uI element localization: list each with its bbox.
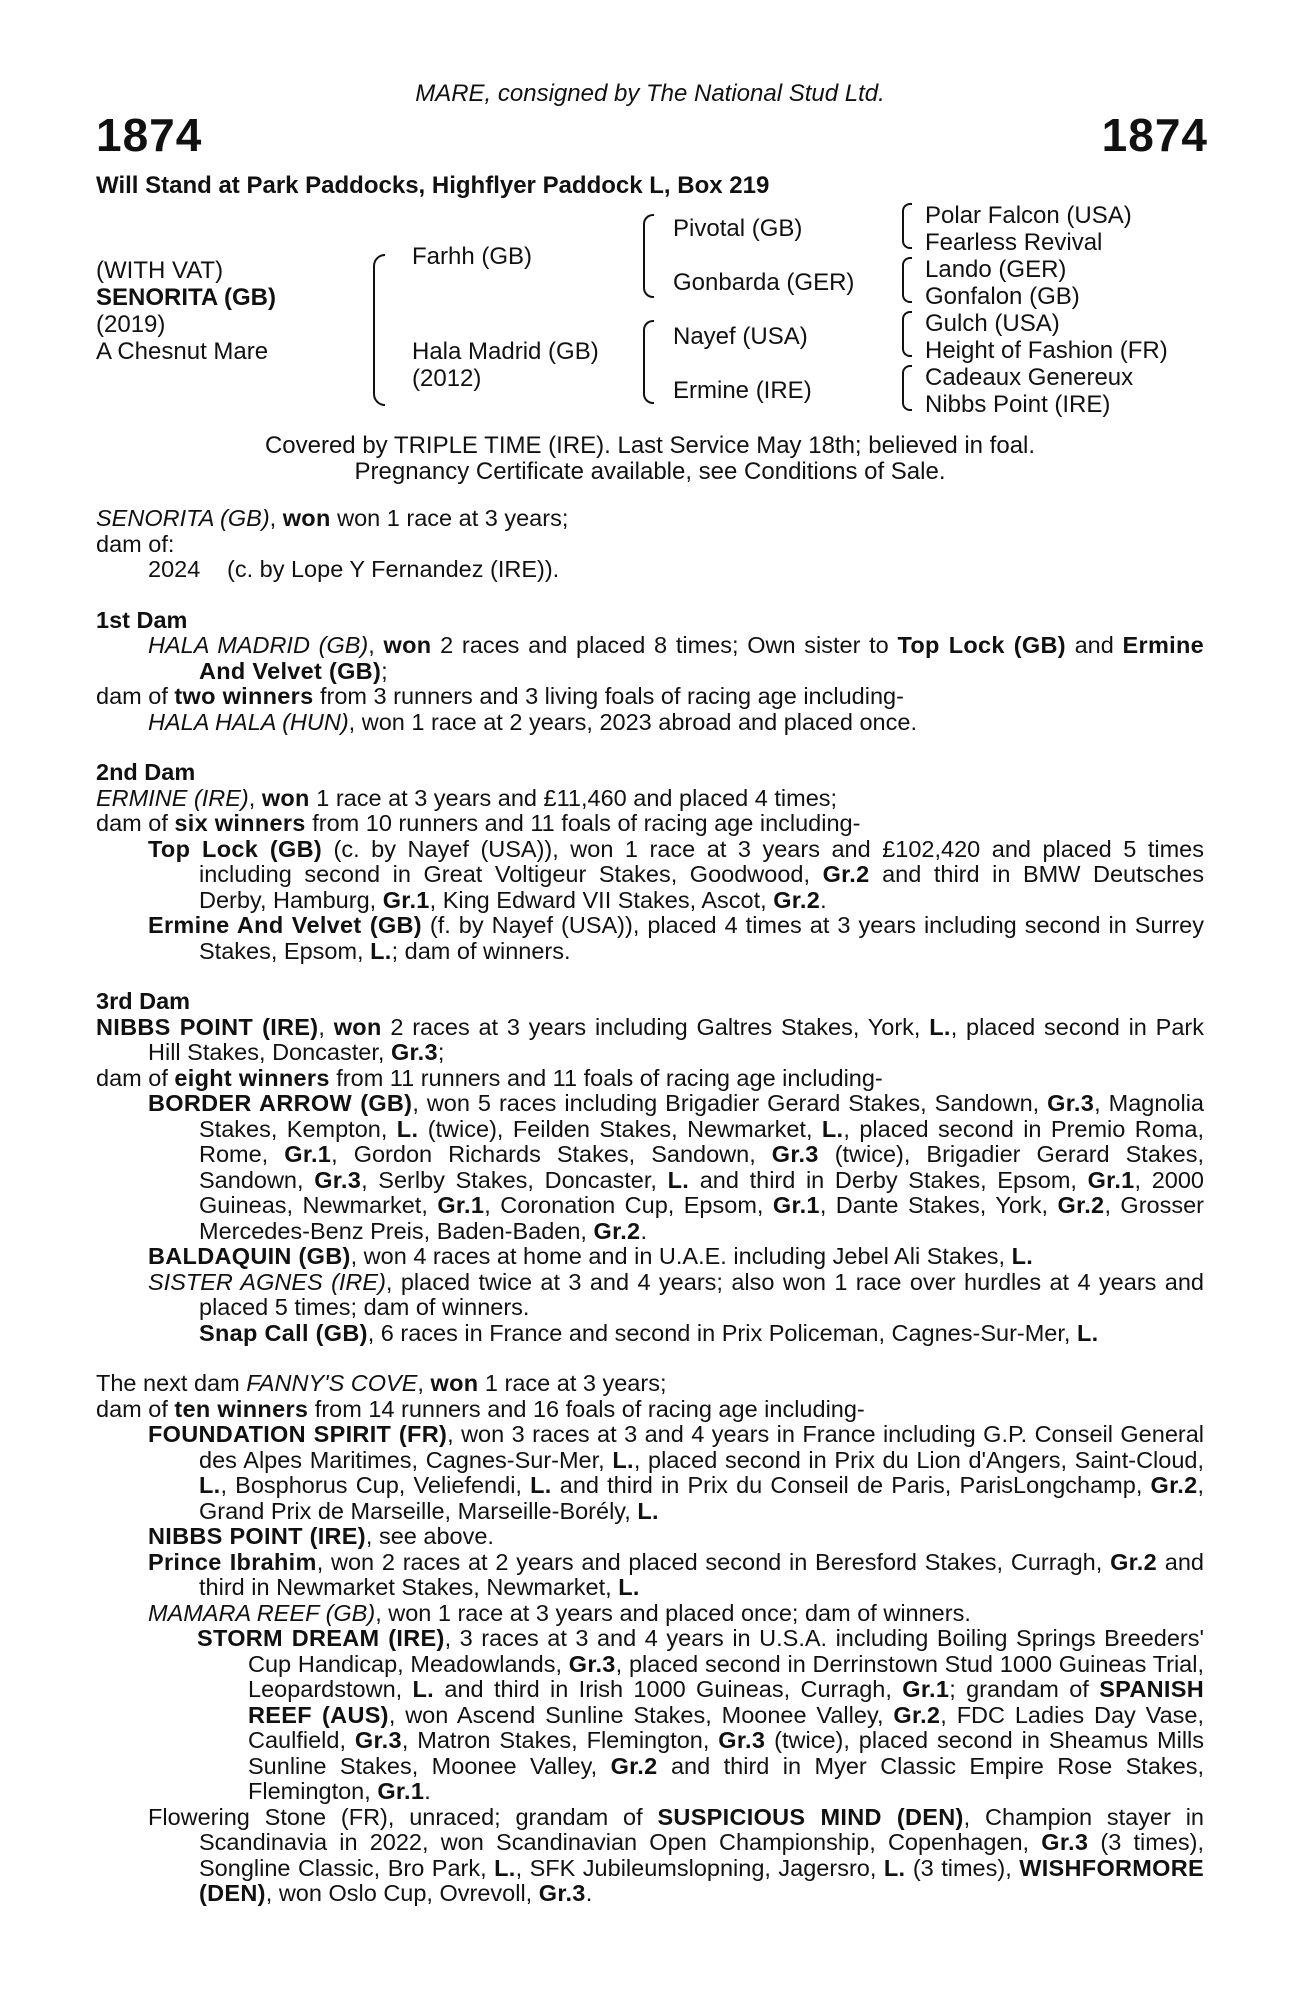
pedigree-gen3-1: Pivotal (GB) xyxy=(673,215,803,242)
pedigree-gen3-2: Gonbarda (GER) xyxy=(673,269,855,296)
brace-gen3-3 xyxy=(902,311,912,357)
sire-name: Farhh (GB) xyxy=(412,243,533,270)
first-dam-heading: 1st Dam xyxy=(96,606,188,633)
brace-gen2-sire xyxy=(643,214,654,298)
pedigree-gen4-8: Nibbs Point (IRE) xyxy=(925,391,1111,418)
first-dam-foal: HALA HALA (HUN), won 1 race at 2 years, 2023 abroad and placed once. xyxy=(148,708,917,735)
brace-gen3-1 xyxy=(902,203,912,249)
third-dam-foal-1: BORDER ARROW (GB), won 5 races including Brigadier Gerard Stakes, Sandown, Gr.3, Magnolia Stakes, Kempton, L. (twice), Feilden Stakes, Newmarket, L., placed second in Premio Roma, Rome, Gr.1, Gordon Richards Stakes, Sandown, Gr.3 (twice), Brigadier Gerard Stakes, Sandown, Gr.3, Serlby Stakes, Doncaster, L. and third in Derby Stakes, Epsom, Gr.1, 2000 Guineas, Newmarket, Gr.1, Coronation Cup, Epsom, Gr.1, Dante Stakes, York, Gr.2, Grosser Mercedes-Benz Preis, Baden-Baden, Gr.2. xyxy=(148,1090,1204,1244)
pedigree-gen4-5: Gulch (USA) xyxy=(925,310,1060,337)
vat-note: (WITH VAT) xyxy=(96,257,224,284)
first-dam-record: HALA MADRID (GB), won 2 races and placed 8 times; Own sister to Top Lock (GB) and Ermine And Velvet (GB); xyxy=(148,632,1204,684)
fourth-dam-foal-2: NIBBS POINT (IRE), see above. xyxy=(148,1523,494,1549)
third-dam-produce: dam of eight winners from 11 runners and 11 foals of racing age including- xyxy=(96,1064,883,1091)
horse-description: A Chesnut Mare xyxy=(96,338,269,365)
pedigree-gen4-6: Height of Fashion (FR) xyxy=(925,337,1168,364)
brace-gen3-4 xyxy=(902,365,912,411)
catalogue-body xyxy=(96,506,1204,1907)
third-dam-grandfoal: Snap Call (GB), 6 races in France and second in Prix Policeman, Cagnes-Sur-Mer, L. xyxy=(199,1319,1099,1346)
second-dam-foal-1: Top Lock (GB) (c. by Nayef (USA)), won 1 race at 3 years and £102,420 and placed 5 times including second in Great Voltigeur Stakes, Goodwood, Gr.2 and third in BMW Deutsches Derby, Hamburg, Gr.1, King Edward VII Stakes, Ascot, Gr.2. xyxy=(148,835,1205,913)
brace-gen3-2 xyxy=(902,257,912,303)
brace-gen1 xyxy=(373,254,385,406)
fourth-dam-produce: dam of ten winners from 14 runners and 16 foals of racing age including- xyxy=(96,1395,865,1422)
second-dam-foal-2: Ermine And Velvet (GB) (f. by Nayef (USA)), placed 4 times at 3 years including second in Surrey Stakes, Epsom, L.; dam of winners. xyxy=(148,912,1204,964)
pedigree-gen4-3: Lando (GER) xyxy=(925,256,1067,283)
pedigree-gen4-1: Polar Falcon (USA) xyxy=(925,202,1132,229)
pedigree-gen4-7: Cadeaux Genereux xyxy=(925,364,1134,391)
fourth-dam-foal-1: FOUNDATION SPIRIT (FR), won 3 races at 3 and 4 years in France including G.P. Conseil General des Alpes Maritimes, Cagnes-Sur-Mer, L., placed second in Prix du Lion d'Angers, Saint-Cloud, L., Bosphorus Cup, Veliefendi, L. and third in Prix du Conseil de Paris, ParisLongchamp, Gr.2, Grand Prix de Marseille, Marseille-Borély, L. xyxy=(148,1421,1205,1524)
fourth-dam-grandfoal: STORM DREAM (IRE), 3 races at 3 and 4 years in U.S.A. including Boiling Springs Breeders' Cup Handicap, Meadowlands, Gr.3, placed second in Derrinstown Stud 1000 Guineas Trial, Leopardstown, L. and third in Irish 1000 Guineas, Curragh, Gr.1; grandam of SPANISH REEF (AUS), won Ascend Sunline Stakes, Moonee Valley, Gr.2, FDC Ladies Day Vase, Caulfield, Gr.3, Matron Stakes, Flemington, Gr.3 (twice), placed second in Sheamus Mills Sunline Stakes, Moonee Valley, Gr.2 and third in Myer Classic Empire Rose Stakes, Flemington, Gr.1. xyxy=(197,1625,1205,1804)
third-dam-heading: 3rd Dam xyxy=(96,988,191,1014)
third-dam-record: NIBBS POINT (IRE), won 2 races at 3 years including Galtres Stakes, York, L., placed second in Park Hill Stakes, Doncaster, Gr.3; xyxy=(96,1013,1204,1065)
lot-number-right: 1874 xyxy=(1101,109,1208,161)
pedigree-gen3-4: Ermine (IRE) xyxy=(673,377,812,404)
produce-line-2: dam of: xyxy=(96,530,175,557)
third-dam-foal-2: BALDAQUIN (GB), won 4 races at home and in U.A.E. including Jebel Ali Stakes, L. xyxy=(148,1243,1034,1269)
pedigree-gen4-4: Gonfalon (GB) xyxy=(925,283,1080,310)
dam-year: (2012) xyxy=(412,365,482,392)
fourth-dam-foal-5: Flowering Stone (FR), unraced; grandam of SUSPICIOUS MIND (DEN), Champion stayer in Scandinavia in 2022, won Scandinavian Open Championship, Copenhagen, Gr.3 (3 times), Songline Classic, Bro Park, L., SFK Jubileumslopning, Jagersro, L. (3 times), WISHFORMORE (DEN), won Oslo Cup, Ovrevoll, Gr.3. xyxy=(148,1803,1204,1906)
fourth-dam-foal-3: Prince Ibrahim, won 2 races at 2 years and placed second in Beresford Stakes, Curragh, Gr.2 and third in Newmarket Stakes, Newmarket, L. xyxy=(148,1548,1204,1600)
first-dam-produce: dam of two winners from 3 runners and 3 living foals of racing age including- xyxy=(96,683,904,709)
third-dam-foal-3: SISTER AGNES (IRE), placed twice at 3 and 4 years; also won 1 race over hurdles at 4 years and placed 5 times; dam of winners. xyxy=(148,1268,1205,1320)
lot-number-left: 1874 xyxy=(96,109,203,161)
produce-line-1: SENORITA (GB), won won 1 race at 3 years; xyxy=(96,505,569,531)
dam-name: Hala Madrid (GB) xyxy=(412,338,599,365)
covered-note: Covered by TRIPLE TIME (IRE). Last Service May 18th; believed in foal. xyxy=(264,432,1036,459)
second-dam-produce: dam of six winners from 10 runners and 11 foals of racing age including- xyxy=(96,810,861,836)
pedigree-gen3-3: Nayef (USA) xyxy=(673,323,808,350)
produce-foal: 2024 (c. by Lope Y Fernandez (IRE)). xyxy=(148,556,560,582)
stand-location: Will Stand at Park Paddocks, Highflyer Paddock L, Box 219 xyxy=(96,172,770,199)
second-dam-heading: 2nd Dam xyxy=(96,759,196,785)
fourth-dam-record: The next dam FANNY'S COVE, won 1 race at 3 years; xyxy=(96,1370,667,1396)
consignor-line: MARE, consigned by The National Stud Ltd. xyxy=(415,80,885,107)
second-dam-record: ERMINE (IRE), won 1 race at 3 years and £11,460 and placed 4 times; xyxy=(96,784,838,811)
fourth-dam-foal-4: MAMARA REEF (GB), won 1 race at 3 years and placed once; dam of winners. xyxy=(148,1599,971,1626)
horse-year: (2019) xyxy=(96,311,166,338)
horse-name: SENORITA (GB) xyxy=(96,284,276,311)
pregnancy-note: Pregnancy Certificate available, see Conditions of Sale. xyxy=(354,458,946,485)
brace-gen2-dam xyxy=(643,320,654,404)
pedigree-gen4-2: Fearless Revival xyxy=(925,229,1103,256)
